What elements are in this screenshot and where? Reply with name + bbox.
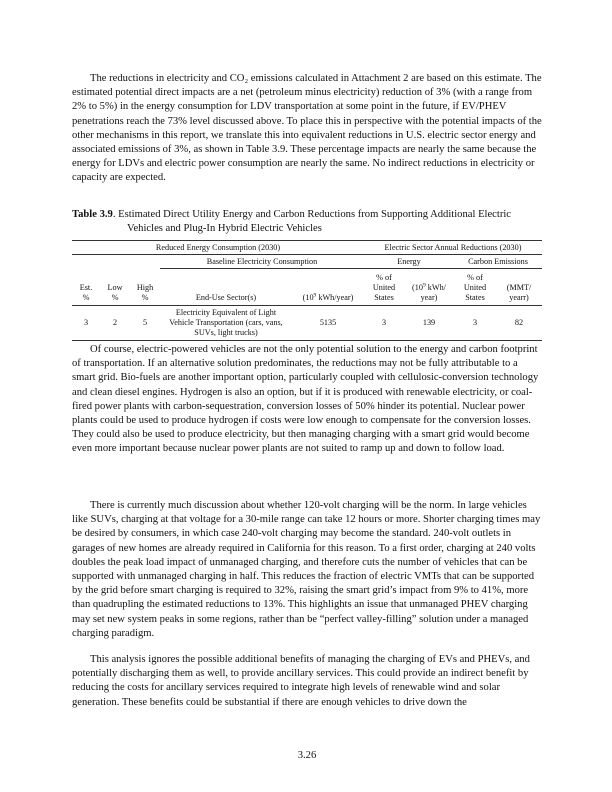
- subgroup-header-carbon: Carbon Emissions: [454, 255, 542, 269]
- paragraph-240-volt-charging: There is currently much discussion about whether 120-volt charging will be the norm. In large vehicles like SUVs, charging at that voltage for a 30-mile range can take 12 hours or more. Shorter charging times may be desired by consumers, in which case 240-volt charging may become the standard. 240-volt outlets in garages of new homes are already required in California for this reason. To a first order, charging at 240 volts doubles the peak load impact of unmanaged charging, and therefore cuts the number of vehicles that can be supported with unmanaged charging in half. This reduces the fraction of electric VMTs that can be supported by the grid before smart charging is required to 32%, raising the smart grid’s impact from 9% to 41%, more than quadrupling the estimated reductions to 13%. This highlights an issue that unmanaged PHEV charging may set new system peaks in some regions, rather than be “perfect valley-filling” solution under a managed charging paradigm.: [72, 500, 541, 639]
- paragraph-alternative-solutions: Of course, electric-powered vehicles are not the only potential solution to the energy and carbon footprint of transportation. If an alternative solution predominates, the reductions may not be fully attributable to a smart grid. Bio-fuels are another important option, particularly coupled with cellulosic-conversion technology and clean diesel engines. Hydrogen is also an option, but if it is produced with renewable electricity, or coal-fired power plants with carbon-sequestration, conversion losses of 50% hinder its potential. Nuclear power plants could be used to produce hydrogen if costs were low enough to compensate for the conversion losses. They could also be used to produce electricity, but then managing charging with a smart grid would become even more important because nuclear power plants are not suited to ramp up and down to follow load.: [72, 344, 539, 455]
- group-header-electric-sector: Electric Sector Annual Reductions (2030): [364, 241, 542, 255]
- table-column-header-row: [72, 269, 542, 306]
- col-header-low: Low %: [100, 269, 130, 306]
- paragraph-ancillary-services: This analysis ignores the possible additional benefits of managing the charging of EVs and PHEVs, and potentially discharging them as well, to provide ancillary services. This could provide an indirect benefit by reducing the costs for ancillary services required to integrate high levels of renewable wind and solar generation. These benefits could be substantial if there are enough vehicles to drive down the: [72, 654, 530, 708]
- col-header-carbon-pct: % of United States: [454, 269, 496, 306]
- data-table: [72, 240, 542, 341]
- paragraph-reductions-estimate: The reductions in electricity and CO₂ emissions calculated in Attachment 2 are based on this estimate. The estimated potential direct impacts are a net (petroleum minus electricity) reduction of 3% (with a range from 2% to 5%) in the energy consumption for LDV transportation at some point in the future, if EV/PHEV penetrations reach the 73% level discussed above. To place this in perspective with the potential impacts of the other mechanisms in this report, we translate this into equivalent reductions in U.S. electric sector energy and associated emissions of 3%, as shown in Table 3.9. These percentage impacts are nearly the same because the energy for LDVs and electric power consumption are nearly the same. No indirect reductions in electricity or capacity are expected.: [72, 73, 542, 184]
- group-header-reduced-energy: Reduced Energy Consumption (2030): [72, 241, 364, 255]
- col-header-energy-pct: % of United States: [364, 269, 404, 306]
- col-header-carbon-value: (MMT/ yearr): [496, 269, 542, 306]
- table-3-9: [72, 208, 542, 341]
- col-header-sector: End-Use Sector(s): [160, 269, 292, 306]
- table-caption-line1: Estimated Direct Utility Energy and Carbon Reductions from Supporting Additional Electric: [118, 209, 511, 220]
- table-caption-separator: .: [112, 209, 119, 220]
- cell-low: 2: [100, 306, 130, 341]
- cell-energy-value: 139: [404, 306, 454, 341]
- cell-carbon-value: 82: [496, 306, 542, 341]
- cell-high: 5: [130, 306, 160, 341]
- cell-sector: Electricity Equivalent of Light Vehicle Transportation (cars, vans, SUVs, light trucks): [160, 306, 292, 341]
- table-row: [72, 306, 542, 341]
- table-caption: [72, 208, 542, 236]
- table-caption-line2: Vehicles and Plug-In Hybrid Electric Vehicles: [127, 223, 322, 234]
- table-caption-label: Table 3.9: [72, 209, 113, 220]
- cell-carbon-pct: 3: [454, 306, 496, 341]
- col-header-high: High %: [130, 269, 160, 306]
- col-header-energy-value: ($10^9$ kWh/ year): [404, 269, 454, 306]
- subgroup-header-energy: Energy: [364, 255, 454, 269]
- cell-baseline: 5135: [292, 306, 364, 341]
- table-group-header-row: [72, 241, 542, 255]
- table-subgroup-header-row: [72, 255, 542, 269]
- col-header-est: Est. %: [72, 269, 100, 306]
- col-header-baseline: ($10^9$ kWh/year): [292, 269, 364, 306]
- subgroup-header-baseline: Baseline Electricity Consumption: [160, 255, 364, 269]
- page-number: 3.26: [297, 750, 317, 761]
- cell-est: 3: [72, 306, 100, 341]
- cell-energy-pct: 3: [364, 306, 404, 341]
